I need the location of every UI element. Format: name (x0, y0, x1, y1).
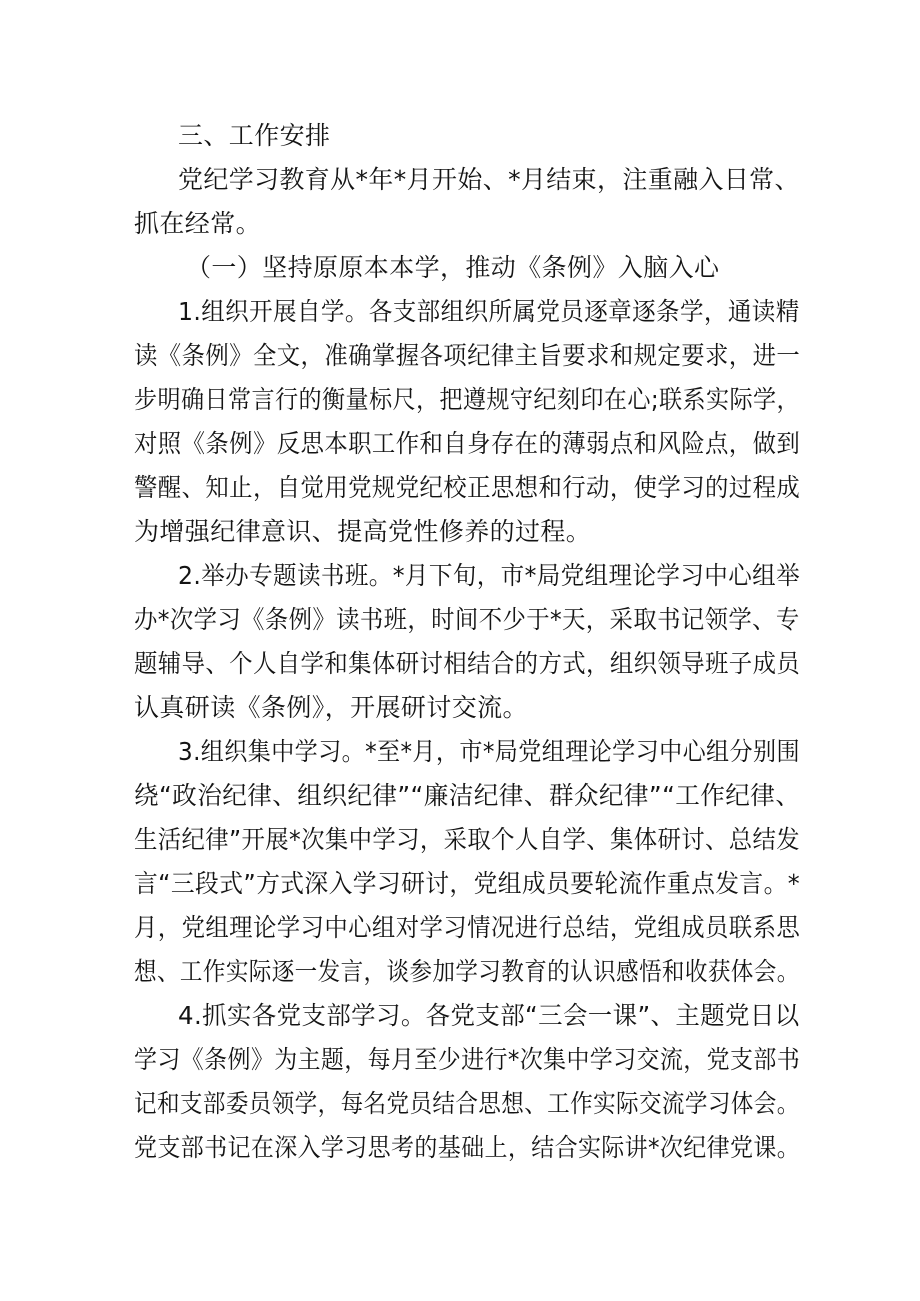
item-2-line: 2.举办专题读书班。*月下旬，市*局党组理论学习中心组举 (178, 561, 801, 590)
item-4-line: 记和支部委员领学，每名党员结合思想、工作实际交流学习体会。 (134, 1089, 800, 1118)
item-3-line: 生活纪律”开展*次集中学习，采取个人自学、集体研讨、总结发 (134, 825, 801, 854)
item-3-line: 想、工作实际逐一发言，谈参加学习教育的认识感悟和收获体会。 (134, 957, 800, 986)
intro-paragraph-line: 党纪学习教育从*年*月开始、*月结束，注重融入日常、 (178, 165, 800, 194)
item-1-line: 对照《条例》反思本职工作和自身存在的薄弱点和风险点，做到 (134, 429, 801, 458)
item-1-line: 为增强纪律意识、提高党性修养的过程。 (134, 517, 592, 546)
item-4-line: 学习《条例》为主题，每月至少进行*次集中学习交流，党支部书 (134, 1045, 801, 1074)
item-3-line: 言“三段式”方式深入学习研讨，党组成员要轮流作重点发言。* (134, 869, 801, 898)
item-2-line: 题辅导、个人自学和集体研讨相结合的方式，组织领导班子成员 (134, 649, 801, 678)
subsection-heading: （一）坚持原原本本学，推动《条例》入脑入心 (186, 253, 720, 282)
item-1-line: 步明确日常言行的衡量标尺，把遵规守纪刻印在心;联系实际学， (134, 385, 801, 414)
item-4-line: 党支部书记在深入学习思考的基础上，结合实际讲*次纪律党课。 (134, 1133, 801, 1162)
item-1-line: 1.组织开展自学。各支部组织所属党员逐章逐条学，通读精 (178, 297, 800, 326)
item-2-line: 办*次学习《条例》读书班，时间不少于*天，采取书记领学、专 (134, 605, 800, 634)
section-heading: 三、工作安排 (178, 121, 331, 150)
item-3-line: 月，党组理论学习中心组对学习情况进行总结，党组成员联系思 (134, 913, 801, 942)
item-4-line: 4.抓实各党支部学习。各党支部“三会一课”、主题党日以 (178, 1001, 800, 1030)
intro-paragraph-line: 抓在经常。 (134, 209, 262, 238)
item-3-line: 绕“政治纪律、组织纪律”“廉洁纪律、群众纪律”“工作纪律、 (134, 781, 801, 810)
item-1-line: 读《条例》全文，准确掌握各项纪律主旨要求和规定要求，进一 (134, 341, 801, 370)
item-2-line: 认真研读《条例》，开展研讨交流。 (134, 693, 528, 722)
item-3-line: 3.组织集中学习。*至*月，市*局党组理论学习中心组分别围 (178, 737, 800, 766)
item-1-line: 警醒、知止，自觉用党规党纪校正思想和行动，使学习的过程成 (134, 473, 801, 502)
